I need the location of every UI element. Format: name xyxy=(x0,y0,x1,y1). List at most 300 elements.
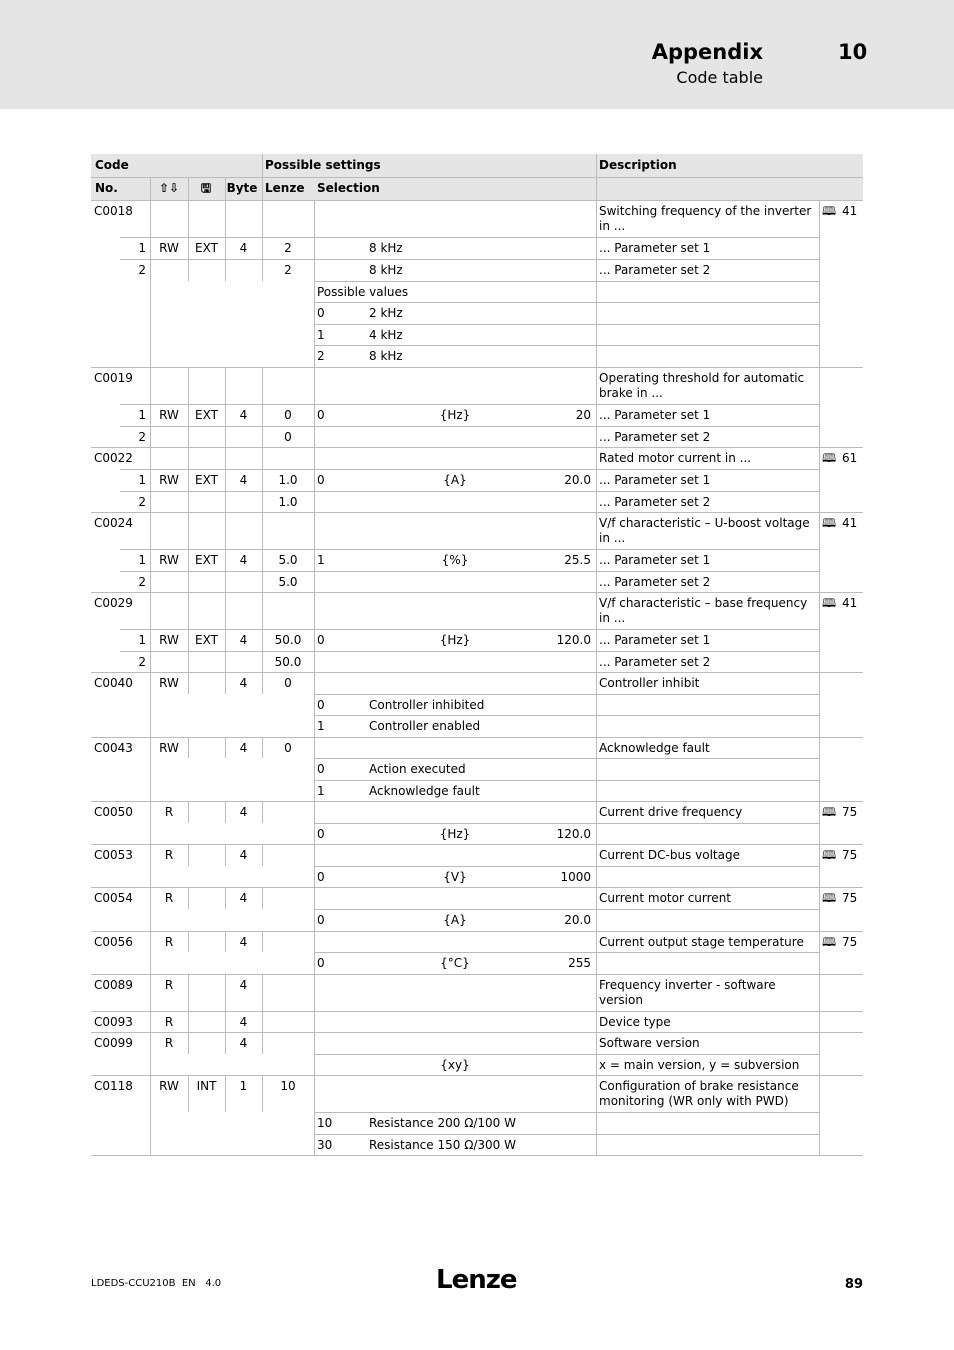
description-text: Rated motor current in ... xyxy=(599,451,752,465)
access-rights: RW xyxy=(159,633,179,647)
grid-line xyxy=(91,887,863,888)
code-number: C0029 xyxy=(94,596,133,610)
code-number: C0053 xyxy=(94,848,133,862)
grid-line xyxy=(596,1112,597,1134)
grid-line xyxy=(596,801,597,823)
grid-line xyxy=(596,694,597,715)
page-reference: 75 xyxy=(842,935,858,949)
grid-line xyxy=(262,974,263,1011)
grid-line xyxy=(314,237,315,259)
grid-line xyxy=(314,780,819,781)
grid-line xyxy=(596,571,597,592)
lenze-default: 0 xyxy=(284,408,292,422)
grid-line xyxy=(262,1032,263,1054)
grid-line xyxy=(596,909,597,931)
grid-line xyxy=(819,200,820,237)
grid-line xyxy=(314,866,819,867)
grid-line xyxy=(314,491,315,512)
selection-number: 1 xyxy=(317,328,325,342)
grid-line xyxy=(596,259,597,281)
byte-header: Byte xyxy=(226,181,258,195)
byte-count: 4 xyxy=(239,676,248,690)
selection-value: 4 kHz xyxy=(369,328,403,342)
description-text: in ... xyxy=(599,219,626,233)
grid-line xyxy=(314,974,315,1011)
chapter-number: 10 xyxy=(838,40,868,64)
code-number: C0093 xyxy=(94,1015,133,1029)
grid-line xyxy=(150,200,151,237)
description-text: Acknowledge fault xyxy=(599,741,710,755)
grid-line xyxy=(819,866,820,887)
grid-line xyxy=(314,758,315,780)
grid-line xyxy=(188,178,189,200)
range-unit: {Hz} xyxy=(439,633,471,647)
grid-line xyxy=(262,931,263,952)
grid-line xyxy=(596,512,597,549)
lenze-default: 0 xyxy=(284,676,292,690)
grid-line xyxy=(91,1155,863,1156)
range-min: 0 xyxy=(317,870,325,884)
memory-type: EXT xyxy=(195,473,218,487)
grid-line xyxy=(225,447,226,469)
range-min: 0 xyxy=(317,633,325,647)
grid-line xyxy=(188,592,189,629)
grid-line xyxy=(819,823,820,844)
range-min: 0 xyxy=(317,827,325,841)
grid-line xyxy=(596,974,597,1011)
grid-line xyxy=(819,345,820,367)
description-text: monitoring (WR only with PWD) xyxy=(599,1094,789,1108)
page-reference: 41 xyxy=(842,516,858,530)
grid-line xyxy=(314,694,315,715)
grid-line xyxy=(150,592,151,629)
grid-line xyxy=(596,200,597,237)
grid-line xyxy=(314,592,315,629)
byte-count: 1 xyxy=(239,1079,248,1093)
description-text: Operating threshold for automatic xyxy=(599,371,805,385)
selection-value: 2 kHz xyxy=(369,306,403,320)
grid-line xyxy=(314,758,819,759)
access-rights: R xyxy=(164,805,174,819)
book-icon: 🕮 xyxy=(822,451,837,465)
range-min: 0 xyxy=(317,956,325,970)
page-reference: 75 xyxy=(842,848,858,862)
grid-line xyxy=(120,426,150,427)
range-unit: {A} xyxy=(443,473,467,487)
range-min: 0 xyxy=(317,913,325,927)
lenze-default: 5.0 xyxy=(278,553,298,567)
range-min: 1 xyxy=(317,553,325,567)
grid-line xyxy=(91,177,863,178)
grid-line xyxy=(596,1054,597,1075)
description-text: ... Parameter set 1 xyxy=(599,408,711,422)
grid-line xyxy=(819,1112,820,1134)
grid-line xyxy=(91,974,863,975)
grid-line xyxy=(596,324,597,345)
grid-line xyxy=(314,324,819,325)
grid-line xyxy=(819,549,820,571)
grid-line xyxy=(314,931,315,952)
grid-line xyxy=(150,345,151,367)
grid-line xyxy=(819,447,820,469)
grid-line xyxy=(314,1134,819,1135)
grid-line xyxy=(314,549,315,571)
grid-line xyxy=(91,447,863,448)
access-rights: RW xyxy=(159,553,179,567)
grid-line xyxy=(314,404,315,426)
lenze-logo: Lenze xyxy=(436,1265,517,1295)
selection-number: 0 xyxy=(317,762,325,776)
code-number: C0019 xyxy=(94,371,133,385)
subcode-number: 2 xyxy=(138,575,146,589)
description-text: Configuration of brake resistance xyxy=(599,1079,799,1093)
grid-line xyxy=(314,887,315,909)
selection-value: Controller enabled xyxy=(369,719,481,733)
range-max: 25.5 xyxy=(564,553,591,567)
access-rights: R xyxy=(164,891,174,905)
grid-line xyxy=(314,1134,315,1155)
subcode-number: 2 xyxy=(138,430,146,444)
grid-line xyxy=(819,651,820,672)
grid-line xyxy=(150,404,819,405)
selection-value: Controller inhibited xyxy=(369,698,485,712)
description-text: Current DC-bus voltage xyxy=(599,848,740,862)
grid-line xyxy=(91,1011,863,1012)
grid-line xyxy=(819,1011,820,1032)
grid-line xyxy=(819,758,820,780)
subcode-number: 1 xyxy=(138,473,146,487)
grid-line xyxy=(596,887,597,909)
grid-line xyxy=(314,1032,315,1054)
grid-line xyxy=(596,302,597,324)
grid-line xyxy=(314,324,315,345)
code-number: C0056 xyxy=(94,935,133,949)
memory-type: EXT xyxy=(195,553,218,567)
range-max: 20 xyxy=(575,408,591,422)
description-text: Current motor current xyxy=(599,891,731,905)
grid-line xyxy=(91,672,863,673)
save-header: 🖫 xyxy=(200,181,212,195)
subcode-number: 2 xyxy=(138,263,146,277)
range-min: 0 xyxy=(317,473,325,487)
grid-line xyxy=(150,512,151,549)
grid-line xyxy=(819,237,820,259)
grid-line xyxy=(91,737,863,738)
grid-line xyxy=(91,1032,863,1033)
grid-line xyxy=(150,447,151,469)
grid-line xyxy=(314,629,315,651)
byte-count: 4 xyxy=(239,633,248,647)
grid-line xyxy=(819,1075,820,1112)
grid-line xyxy=(596,823,597,844)
grid-line xyxy=(91,931,863,932)
lenze-default: 0 xyxy=(284,741,292,755)
subcode-number: 1 xyxy=(138,408,146,422)
byte-count: 4 xyxy=(239,241,248,255)
grid-line xyxy=(314,823,315,844)
grid-line xyxy=(819,974,820,1011)
section-subtitle: Code table xyxy=(676,68,763,87)
code-number: C0050 xyxy=(94,805,133,819)
no-header: No. xyxy=(95,181,118,195)
grid-line xyxy=(314,281,315,302)
grid-line xyxy=(314,672,315,694)
byte-count: 4 xyxy=(239,978,248,992)
grid-line xyxy=(596,672,597,694)
grid-line xyxy=(314,512,315,549)
grid-line xyxy=(314,571,315,592)
grid-line xyxy=(188,931,189,952)
grid-line xyxy=(596,1134,597,1155)
grid-line xyxy=(262,447,263,469)
grid-line xyxy=(225,367,226,404)
code-number: C0118 xyxy=(94,1079,133,1093)
page-reference: 61 xyxy=(842,451,858,465)
grid-line xyxy=(819,404,820,426)
description-header: Description xyxy=(599,158,677,172)
selection-value: 8 kHz xyxy=(369,241,403,255)
grid-line xyxy=(596,404,597,426)
grid-line xyxy=(314,823,819,824)
selection-header: Selection xyxy=(317,181,380,195)
grid-line xyxy=(150,1054,151,1075)
grid-line xyxy=(150,367,151,404)
grid-line xyxy=(314,447,315,469)
grid-line xyxy=(314,1054,819,1055)
selection-value: Resistance 150 Ω/300 W xyxy=(369,1138,516,1152)
grid-line xyxy=(150,426,151,447)
grid-line xyxy=(188,672,189,694)
description-text: Software version xyxy=(599,1036,700,1050)
grid-line xyxy=(150,469,819,470)
book-icon: 🕮 xyxy=(822,805,837,819)
selection-number: 2 xyxy=(317,349,325,363)
grid-line xyxy=(225,178,226,200)
grid-line xyxy=(314,737,315,758)
range-max: 255 xyxy=(568,956,591,970)
grid-line xyxy=(314,345,315,367)
description-text: Device type xyxy=(599,1015,671,1029)
selection-value: Resistance 200 Ω/100 W xyxy=(369,1116,516,1130)
chapter-title: Appendix xyxy=(651,40,763,64)
selection-number: 1 xyxy=(317,719,325,733)
subcode-number: 2 xyxy=(138,495,146,509)
book-icon: 🕮 xyxy=(822,516,837,530)
lenze-default: 5.0 xyxy=(278,575,298,589)
grid-line xyxy=(225,512,226,549)
grid-line xyxy=(314,909,315,931)
grid-line xyxy=(596,469,597,491)
grid-line xyxy=(188,974,189,1011)
grid-line xyxy=(819,672,820,694)
grid-line xyxy=(188,447,189,469)
byte-count: 4 xyxy=(239,741,248,755)
grid-line xyxy=(596,367,597,404)
grid-line xyxy=(314,302,315,324)
grid-line xyxy=(314,715,819,716)
grid-line xyxy=(188,737,189,758)
grid-line xyxy=(314,302,819,303)
grid-line xyxy=(150,866,151,887)
description-text: ... Parameter set 2 xyxy=(599,575,711,589)
code-number: C0089 xyxy=(94,978,133,992)
lenze-default: 50.0 xyxy=(274,655,302,669)
description-text: V/f characteristic – base frequency xyxy=(599,596,808,610)
access-rights: RW xyxy=(159,241,179,255)
grid-line xyxy=(150,259,819,260)
description-text: Current drive frequency xyxy=(599,805,743,819)
access-rights: RW xyxy=(159,473,179,487)
access-rights: R xyxy=(164,978,174,992)
description-text: ... Parameter set 1 xyxy=(599,553,711,567)
byte-count: 4 xyxy=(239,805,248,819)
description-text: version xyxy=(599,993,643,1007)
grid-line xyxy=(91,844,863,845)
range-unit: {Hz} xyxy=(439,827,471,841)
grid-line xyxy=(819,469,820,491)
grid-line xyxy=(150,651,819,652)
grid-line xyxy=(188,651,189,672)
range-max: 20.0 xyxy=(564,473,591,487)
code-number: C0040 xyxy=(94,676,133,690)
selection-number: 30 xyxy=(317,1138,333,1152)
grid-line xyxy=(262,592,263,629)
grid-line xyxy=(596,1032,597,1054)
lenze-default: 0 xyxy=(284,430,292,444)
grid-line xyxy=(150,823,151,844)
grid-line xyxy=(150,780,151,801)
grid-line xyxy=(150,491,151,512)
grid-line xyxy=(596,491,597,512)
grid-line xyxy=(91,801,863,802)
grid-line xyxy=(314,1112,819,1113)
range-min: 0 xyxy=(317,408,325,422)
grid-line xyxy=(91,592,863,593)
grid-line xyxy=(91,1075,863,1076)
byte-count: 4 xyxy=(239,1036,248,1050)
book-icon: 🕮 xyxy=(822,935,837,949)
grid-line xyxy=(819,1054,820,1075)
grid-line xyxy=(120,469,150,470)
range-unit: {xy} xyxy=(440,1058,470,1072)
byte-count: 4 xyxy=(239,848,248,862)
grid-line xyxy=(314,694,819,695)
grid-line xyxy=(150,237,819,238)
byte-count: 4 xyxy=(239,935,248,949)
grid-line xyxy=(314,259,315,281)
grid-line xyxy=(262,200,263,237)
grid-line xyxy=(150,1134,151,1155)
memory-type: EXT xyxy=(195,633,218,647)
grid-line xyxy=(188,512,189,549)
grid-line xyxy=(596,345,597,367)
lenze-header: Lenze xyxy=(265,181,305,195)
grid-line xyxy=(120,259,150,260)
lenze-default: 1.0 xyxy=(278,473,298,487)
page-reference: 75 xyxy=(842,891,858,905)
grid-line xyxy=(314,801,315,823)
page-reference: 41 xyxy=(842,204,858,218)
grid-line xyxy=(596,1011,597,1032)
byte-count: 4 xyxy=(239,891,248,905)
grid-line xyxy=(150,629,819,630)
lenze-default: 1.0 xyxy=(278,495,298,509)
description-text: V/f characteristic – U-boost voltage xyxy=(599,516,810,530)
grid-line xyxy=(225,259,226,281)
grid-line xyxy=(819,737,820,758)
grid-line xyxy=(150,571,151,592)
grid-line xyxy=(819,780,820,801)
grid-line xyxy=(596,426,597,447)
memory-type: INT xyxy=(196,1079,217,1093)
grid-line xyxy=(150,758,151,780)
grid-line xyxy=(819,844,820,866)
description-text: ... Parameter set 2 xyxy=(599,495,711,509)
access-rights: R xyxy=(164,1036,174,1050)
page-number: 89 xyxy=(844,1277,863,1292)
grid-line xyxy=(150,571,819,572)
grid-line xyxy=(596,592,597,629)
grid-line xyxy=(819,324,820,345)
grid-line xyxy=(819,952,820,974)
grid-line xyxy=(819,491,820,512)
access-rights: RW xyxy=(159,741,179,755)
grid-line xyxy=(120,404,150,405)
page-reference: 75 xyxy=(842,805,858,819)
grid-line xyxy=(150,302,151,324)
description-text: in ... xyxy=(599,531,626,545)
grid-line xyxy=(596,1075,597,1112)
access-rights: R xyxy=(164,935,174,949)
grid-line xyxy=(91,200,863,201)
grid-line xyxy=(314,1011,315,1032)
grid-line xyxy=(596,780,597,801)
description-text: x = main version, y = subversion xyxy=(599,1058,800,1072)
page-reference: 41 xyxy=(842,596,858,610)
grid-line xyxy=(314,345,819,346)
grid-line xyxy=(314,367,315,404)
grid-line xyxy=(819,592,820,629)
description-text: ... Parameter set 2 xyxy=(599,655,711,669)
grid-line xyxy=(596,737,597,758)
grid-line xyxy=(150,324,151,345)
grid-line xyxy=(596,758,597,780)
grid-line xyxy=(596,952,597,974)
grid-line xyxy=(188,426,189,447)
grid-line xyxy=(150,715,151,737)
lenze-default: 50.0 xyxy=(274,633,302,647)
code-number: C0054 xyxy=(94,891,133,905)
grid-line xyxy=(314,844,315,866)
code-number: C0099 xyxy=(94,1036,133,1050)
range-unit: {°C} xyxy=(440,956,470,970)
range-unit: {V} xyxy=(443,870,467,884)
selection-value: Acknowledge fault xyxy=(369,784,480,798)
grid-line xyxy=(188,491,189,512)
grid-line xyxy=(150,549,819,550)
grid-line xyxy=(262,367,263,404)
grid-line xyxy=(150,651,151,672)
code-number: C0022 xyxy=(94,451,133,465)
selection-value: 8 kHz xyxy=(369,349,403,363)
possible-settings-header: Possible settings xyxy=(265,158,381,172)
byte-count: 4 xyxy=(239,473,248,487)
access-rights: RW xyxy=(159,408,179,422)
grid-line xyxy=(91,367,863,368)
grid-line xyxy=(314,952,315,974)
grid-line xyxy=(819,281,820,302)
grid-line xyxy=(225,592,226,629)
